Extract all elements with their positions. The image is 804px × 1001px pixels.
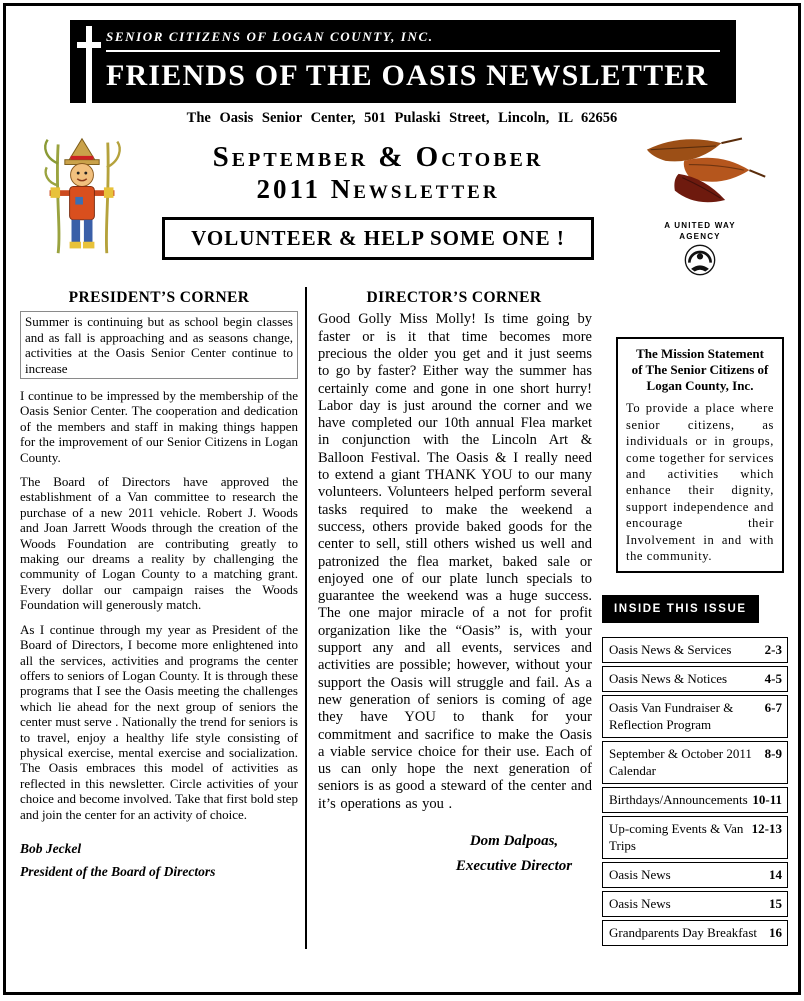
toc-item xyxy=(602,891,788,917)
autumn-leaves-image xyxy=(630,200,770,217)
toc-item-pages: 2-3 xyxy=(764,642,782,658)
mission-title-line: The Mission Statement xyxy=(636,346,764,362)
toc-item-pages: 10-11 xyxy=(752,792,782,808)
toc-item xyxy=(602,787,788,813)
united-way-logo-icon xyxy=(684,263,716,280)
mission-body: To provide a place where senior citizens, as individuals or in groups, come together for services and activities which enhance their dignity, support independence and encourage their Involvement in and with the community. xyxy=(626,401,774,564)
masthead-header xyxy=(70,20,736,103)
inside-this-issue-header: INSIDE THIS ISSUE xyxy=(602,595,759,623)
united-way-block xyxy=(622,129,778,281)
mission-title-line: of The Senior Citizens of xyxy=(631,362,769,378)
toc-item xyxy=(602,637,788,663)
newsletter-page xyxy=(3,3,801,995)
column-divider xyxy=(305,287,307,949)
directors-corner-paragraph: Good Golly Miss Molly! Is time going by faster or is it that time becomes more precious the older you get and it just seems to go by faster? Either way the summer has certainly come and gone in one short hurry! Labor day is just around the corner and we have completed our 10th annual Flea market in conjunction with the Lincoln Art & Balloon Festival. The Oasis & I really need to extend a giant THANK YOU to our many volunteers. Volunteers helped perform several tasks required to make the weekend a success, others provide baked goods for the center to sell, still others wished us well and patronized the flea market, baked sale or enjoyed one of our plate lunch specials to guarantee the weekend was a huge success. The one major miracle of a not for profit organization like the “Oasis” is, with your support any and all events, services and activities are possible; however, without your support the Oasis will struggle and fail. As a new generation of seniors is coming of age they have YOU to thank for your commitment and sacrifice to make the Oasis a viable service choice for their use. Each of us can only hope the next generation of seniors is as good a steward of the center and it’s operations as you . xyxy=(318,311,592,812)
toc-item-label: Oasis Van Fundraiser & Reflection Program xyxy=(609,700,734,733)
united-way-label: A UNITED WAY AGENCY xyxy=(664,221,736,242)
toc-item-label: Oasis News & Notices xyxy=(609,671,728,687)
presidents-corner-paragraph: Summer is continuing but as school begin classes and as fall is approaching and as seasons change, activities at the Oasis Senior Center continue to increase xyxy=(20,311,298,379)
directors-corner-heading: DIRECTOR’S CORNER xyxy=(366,289,542,307)
presidents-corner-column xyxy=(20,287,298,949)
toc-item-pages: 8-9 xyxy=(764,746,782,762)
presidents-corner-paragraph: I continue to be impressed by the membership of the Oasis Senior Center. The cooperation and dedication of the members and staff in making things happen for the improvement of our Senior Citizens in Logan County. xyxy=(20,388,298,465)
toc-item-label: Grandparents Day Breakfast xyxy=(609,925,757,941)
toc-item-pages: 4-5 xyxy=(764,671,782,687)
toc-item-label: Oasis News xyxy=(609,867,671,883)
toc-item-label: Oasis News xyxy=(609,896,671,912)
presidents-corner-paragraph: As I continue through my year as President of the Board of Directors, I become more enlightened into all the services, activities and programs the center offers to seniors of Logan County. It is through these programs that I see the Oasis meeting the challenges which lie ahead for the next group of seniors the center must serve . Nationally the trend for seniors is to travel, enjoy a healthy life style consisting of physical exercise, mental exercise and socialization. The Oasis embraces this model of activities as reflected in this newsletter. Circle activities of your choice and become involved. Take that first bold step and join the center for an activity of choice. xyxy=(20,621,298,822)
director-signature-name: Dom Dalpoas, xyxy=(469,832,559,849)
issue-title-line2: 2011 Newsletter xyxy=(256,174,500,205)
body-columns xyxy=(20,287,792,949)
right-rail xyxy=(602,287,788,949)
toc-item-pages: 12-13 xyxy=(751,821,782,837)
toc-item-label: September & October 2011 Calendar xyxy=(609,746,752,779)
toc-item xyxy=(602,816,788,859)
toc-item xyxy=(602,920,788,946)
toc-item xyxy=(602,666,788,692)
toc-item xyxy=(602,695,788,738)
presidents-corner-paragraph: The Board of Directors have approved the establishment of a Van committee to research the purchase of a new 2011 vehicle. Robert J. Woods and Joan Jarrett Woods through the creation of the Woods Foundation are contributing greatly to making our dreams a reality by challenging the community of Logan County to a matching grant. Every dollar our campaign raises the Woods Foundation will generously match. xyxy=(20,474,298,613)
scarecrow-image xyxy=(34,129,134,262)
toc-item-pages: 14 xyxy=(769,867,782,883)
newsletter-title: FRIENDS OF THE OASIS NEWSLETTER xyxy=(106,59,709,92)
toc-item-pages: 16 xyxy=(769,925,782,941)
director-signature-title: Executive Director xyxy=(455,858,573,875)
toc-item-pages: 6-7 xyxy=(764,700,782,716)
organization-name: SENIOR CITIZENS OF LOGAN COUNTY, INC. xyxy=(106,29,720,52)
presidents-corner-heading: PRESIDENT’S CORNER xyxy=(68,289,250,307)
directors-corner-column xyxy=(314,287,594,949)
volunteer-banner: VOLUNTEER & HELP SOME ONE ! xyxy=(162,217,594,260)
cross-icon xyxy=(77,26,101,111)
toc-item xyxy=(602,741,788,784)
issue-title-line1: September & October xyxy=(212,141,544,173)
address-line: The Oasis Senior Center, 501 Pulaski Street, Lincoln, IL 62656 xyxy=(186,110,618,126)
president-signature-title: President of the Board of Directors xyxy=(20,863,216,879)
mission-statement-box xyxy=(616,337,784,573)
toc-item-pages: 15 xyxy=(769,896,782,912)
issue-title-block xyxy=(134,129,622,260)
toc-item-label: Up-coming Events & Van Trips xyxy=(609,821,744,854)
toc-item-label: Oasis News & Services xyxy=(609,642,732,658)
president-signature-name: Bob Jeckel xyxy=(20,840,82,856)
toc-item xyxy=(602,862,788,888)
masthead-row xyxy=(34,129,778,281)
mission-title-line: Logan County, Inc. xyxy=(646,378,754,394)
toc-item-label: Birthdays/Announcements xyxy=(609,792,748,808)
